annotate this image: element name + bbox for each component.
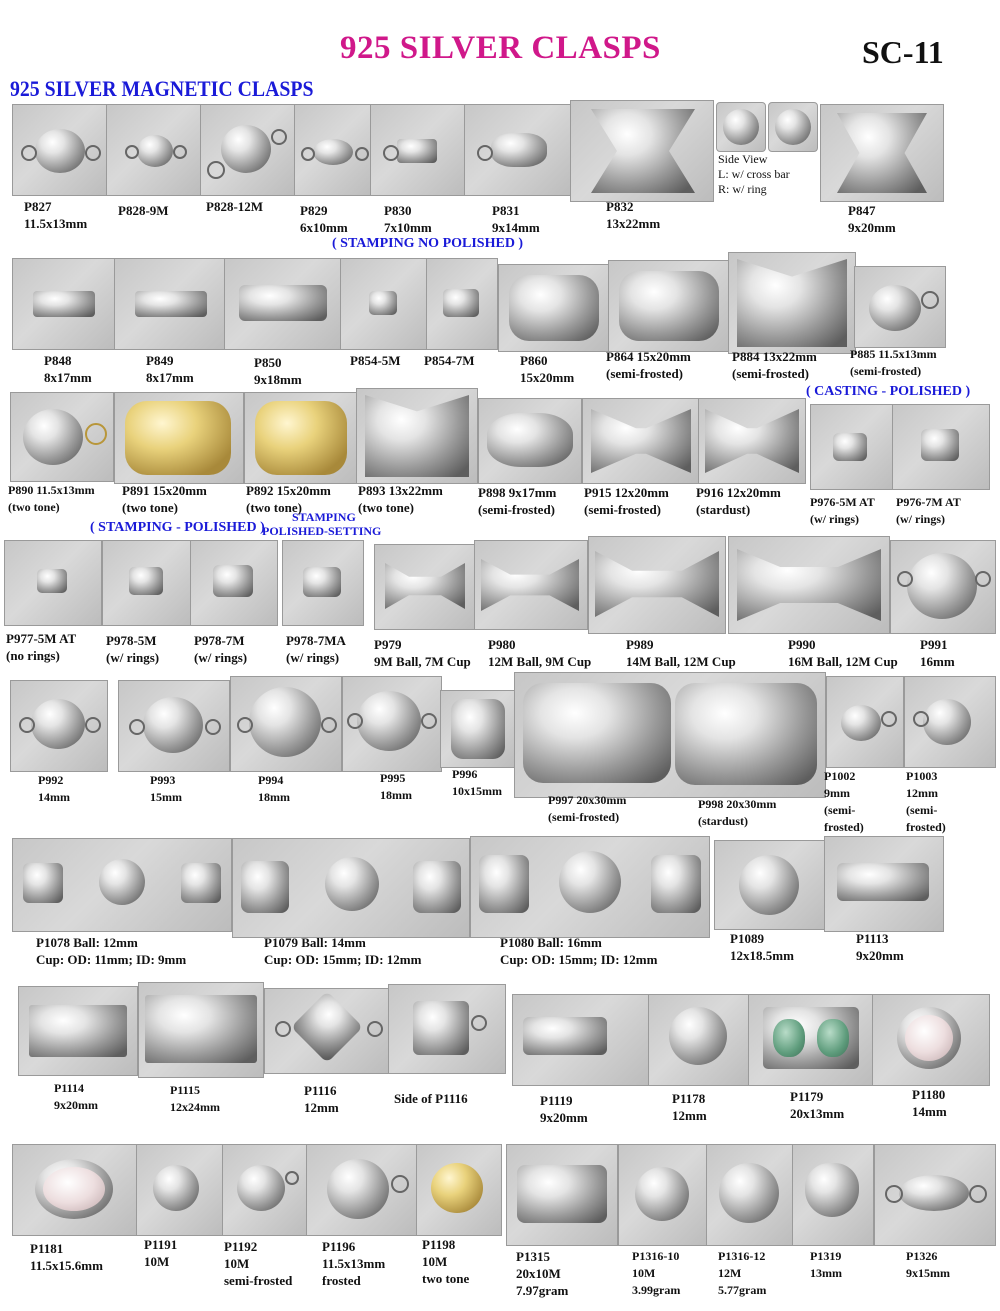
item-label-p860: P860 15x20mm bbox=[520, 353, 575, 385]
product-photo-p1191[interactable] bbox=[136, 1144, 224, 1236]
item-label-p1179: P1179 20x13mm bbox=[790, 1089, 845, 1121]
product-photo-side-of-p1116[interactable] bbox=[388, 984, 506, 1074]
item-label-p898: P898 9x17mm (semi-frosted) bbox=[478, 485, 557, 517]
item-label-p1326: P1326 9x15mm bbox=[906, 1249, 950, 1280]
item-label-p978-7ma: P978-7MA (w/ rings) bbox=[286, 633, 346, 665]
product-photo-p864[interactable] bbox=[608, 260, 730, 352]
item-label-p998: P998 20x30mm (stardust) bbox=[698, 797, 777, 828]
item-label-p916: P916 12x20mm (stardust) bbox=[696, 485, 781, 517]
product-photo-p1080[interactable] bbox=[470, 836, 710, 938]
item-label-p989: P989 14M Ball, 12M Cup bbox=[626, 637, 736, 669]
product-photo-p1119[interactable] bbox=[512, 994, 650, 1086]
product-photo-p860[interactable] bbox=[498, 264, 610, 352]
product-photo-p1079[interactable] bbox=[232, 838, 470, 938]
item-label-p1196: P1196 11.5x13mm frosted bbox=[322, 1239, 386, 1288]
product-photo-p885[interactable] bbox=[854, 266, 946, 348]
item-label-p893: P893 13x22mm (two tone) bbox=[358, 483, 443, 515]
item-label-p828-12m: P828-12M bbox=[206, 199, 264, 214]
product-photo-p993[interactable] bbox=[118, 680, 230, 772]
item-label-p829: P829 6x10mm bbox=[300, 203, 348, 235]
item-label-p848: P848 8x17mm bbox=[44, 353, 92, 385]
item-label-p1089: P1089 12x18.5mm bbox=[730, 931, 794, 963]
item-label-p976-7m: P976-7M AT (w/ rings) bbox=[896, 495, 961, 526]
item-label-p1119: P1119 9x20mm bbox=[540, 1093, 588, 1125]
item-label-p1316-12: P1316-12 12M 5.77gram bbox=[718, 1249, 767, 1297]
product-photo-p1179[interactable] bbox=[748, 994, 874, 1086]
note-stamping-no-polished: ( STAMPING NO POLISHED ) bbox=[332, 236, 524, 251]
product-photo-p1078[interactable] bbox=[12, 838, 232, 932]
item-label-p978-7m: P978-7M (w/ rings) bbox=[194, 633, 248, 665]
product-photo-p977-5m[interactable] bbox=[4, 540, 102, 626]
product-photo-p997-p998[interactable] bbox=[514, 672, 826, 798]
product-photo-p849[interactable] bbox=[114, 258, 226, 350]
product-photo-p1115[interactable] bbox=[138, 982, 264, 1078]
item-label-p990: P990 16M Ball, 12M Cup bbox=[788, 637, 898, 669]
item-label-p847: P847 9x20mm bbox=[848, 203, 896, 235]
item-label-p864: P864 15x20mm (semi-frosted) bbox=[606, 349, 691, 381]
product-photo-p980[interactable] bbox=[474, 540, 588, 630]
item-label-p1003: P1003 12mm (semi- frosted) bbox=[906, 769, 946, 834]
product-photo-p916[interactable] bbox=[698, 398, 806, 484]
product-photo-p898[interactable] bbox=[478, 398, 582, 484]
product-photo-p830[interactable] bbox=[370, 104, 466, 196]
product-photo-p1089[interactable] bbox=[714, 840, 826, 930]
product-photo-p829[interactable] bbox=[294, 104, 372, 196]
catalog-code: SC-11 bbox=[862, 34, 944, 70]
product-photo-p1003[interactable] bbox=[904, 676, 996, 768]
item-label-p996: P996 10x15mm bbox=[452, 767, 502, 798]
item-label-p1181: P1181 11.5x15.6mm bbox=[30, 1241, 103, 1273]
item-label-p976-5m: P976-5M AT (w/ rings) bbox=[810, 495, 875, 526]
note-stamping: STAMPING bbox=[292, 510, 356, 524]
product-photo-p1192[interactable] bbox=[222, 1144, 308, 1236]
product-photo-p978-7m[interactable] bbox=[190, 540, 278, 626]
item-label-p1316-10: P1316-10 10M 3.99gram bbox=[632, 1249, 681, 1297]
item-label-p977-5m: P977-5M AT (no rings) bbox=[6, 631, 77, 663]
side-view-ring[interactable] bbox=[768, 102, 818, 152]
product-photo-p991[interactable] bbox=[890, 540, 996, 634]
item-label-p1113: P1113 9x20mm bbox=[856, 931, 904, 963]
product-photo-p915[interactable] bbox=[582, 398, 700, 484]
item-label-p978-5m: P978-5M (w/ rings) bbox=[106, 633, 160, 665]
product-photo-p828-12m[interactable] bbox=[200, 104, 296, 196]
item-label-p1191: P1191 10M bbox=[144, 1237, 178, 1269]
product-photo-p1178[interactable] bbox=[648, 994, 750, 1086]
item-label-p884: P884 13x22mm (semi-frosted) bbox=[732, 349, 817, 381]
product-photo-p1196[interactable] bbox=[306, 1144, 418, 1236]
product-photo-p1316-12[interactable] bbox=[706, 1144, 794, 1246]
item-label-p993: P993 15mm bbox=[150, 773, 182, 804]
item-label-p980: P980 12M Ball, 9M Cup bbox=[488, 637, 592, 669]
product-photo-p1315[interactable] bbox=[506, 1144, 618, 1246]
item-label-p885: P885 11.5x13mm (semi-frosted) bbox=[850, 347, 937, 378]
item-label-p1198: P1198 10M two tone bbox=[422, 1237, 470, 1286]
item-label-p995: P995 18mm bbox=[380, 771, 412, 802]
product-photo-p884[interactable] bbox=[728, 252, 856, 354]
note-casting-polished: ( CASTING - POLISHED ) bbox=[806, 384, 971, 399]
item-label-side-view: Side View L: w/ cross bar R: w/ ring bbox=[718, 152, 790, 196]
product-photo-p828-9m[interactable] bbox=[106, 104, 202, 196]
product-photo-p995[interactable] bbox=[342, 676, 442, 772]
note-polished-setting: POLISHED-SETTING bbox=[262, 524, 382, 538]
product-photo-p1316-10[interactable] bbox=[618, 1144, 708, 1246]
product-photo-p1116[interactable] bbox=[264, 988, 390, 1074]
product-photo-p1181[interactable] bbox=[12, 1144, 138, 1236]
product-photo-p979[interactable] bbox=[374, 544, 476, 630]
item-label-p831: P831 9x14mm bbox=[492, 203, 540, 235]
product-photo-p1002[interactable] bbox=[826, 676, 904, 768]
product-photo-p832[interactable] bbox=[570, 100, 714, 202]
side-view-cross-bar[interactable] bbox=[716, 102, 766, 152]
item-label-p1116: P1116 12mm bbox=[304, 1083, 339, 1115]
product-photo-p976-5m[interactable] bbox=[810, 404, 894, 490]
item-label-p854-7m: P854-7M bbox=[424, 353, 475, 368]
item-label-p827: P827 11.5x13mm bbox=[24, 199, 88, 231]
product-photo-p1319[interactable] bbox=[792, 1144, 874, 1246]
item-label-p1079: P1079 Ball: 14mm Cup: OD: 15mm; ID: 12mm bbox=[264, 935, 422, 967]
item-label-p1178: P1178 12mm bbox=[672, 1091, 707, 1123]
item-label-p991: P991 16mm bbox=[920, 637, 955, 669]
item-label-p1180: P1180 14mm bbox=[912, 1087, 947, 1119]
item-label-p979: P979 9M Ball, 7M Cup bbox=[374, 637, 471, 669]
item-label-p1192: P1192 10M semi-frosted bbox=[224, 1239, 293, 1288]
product-photo-p978-5m[interactable] bbox=[102, 540, 192, 626]
item-label-p1002: P1002 9mm (semi- frosted) bbox=[824, 769, 864, 834]
product-photo-p890[interactable] bbox=[10, 392, 114, 482]
item-label-p828-9m: P828-9M bbox=[118, 203, 169, 218]
product-photo-p827[interactable] bbox=[12, 104, 108, 196]
item-label-side-of-p1116: Side of P1116 bbox=[394, 1091, 468, 1106]
product-photo-p850[interactable] bbox=[224, 258, 342, 350]
item-label-p1114: P1114 9x20mm bbox=[54, 1081, 98, 1112]
product-photo-p976-7m[interactable] bbox=[892, 404, 990, 490]
item-label-p854-5m: P854-5M bbox=[350, 353, 401, 368]
product-photo-p891[interactable] bbox=[114, 392, 244, 484]
item-label-p849: P849 8x17mm bbox=[146, 353, 194, 385]
product-photo-p1326[interactable] bbox=[874, 1144, 996, 1246]
product-photo-p989[interactable] bbox=[588, 536, 726, 634]
product-photo-p892[interactable] bbox=[244, 392, 358, 484]
note-stamping-polished: ( STAMPING - POLISHED ) bbox=[90, 520, 265, 535]
item-label-p997: P997 20x30mm (semi-frosted) bbox=[548, 793, 627, 824]
page-title: 925 SILVER CLASPS bbox=[340, 30, 661, 66]
item-label-p832: P832 13x22mm bbox=[606, 199, 661, 231]
product-photo-p854-5m[interactable] bbox=[340, 258, 428, 350]
section-title: 925 SILVER MAGNETIC CLASPS bbox=[10, 76, 314, 101]
item-label-p1319: P1319 13mm bbox=[810, 1249, 842, 1280]
item-label-p892: P892 15x20mm (two tone) bbox=[246, 483, 331, 515]
product-photo-p1180[interactable] bbox=[872, 994, 990, 1086]
item-label-p890: P890 11.5x13mm (two tone) bbox=[8, 483, 95, 514]
product-photo-p992[interactable] bbox=[10, 680, 108, 772]
item-label-p994: P994 18mm bbox=[258, 773, 290, 804]
product-photo-p1114[interactable] bbox=[18, 986, 138, 1076]
item-label-p891: P891 15x20mm (two tone) bbox=[122, 483, 207, 515]
product-photo-p990[interactable] bbox=[728, 536, 890, 634]
item-label-p850: P850 9x18mm bbox=[254, 355, 302, 387]
product-photo-p978-7ma[interactable] bbox=[282, 540, 364, 626]
item-label-p992: P992 14mm bbox=[38, 773, 70, 804]
item-label-p1078: P1078 Ball: 12mm Cup: OD: 11mm; ID: 9mm bbox=[36, 935, 187, 967]
item-label-p915: P915 12x20mm (semi-frosted) bbox=[584, 485, 669, 517]
product-photo-p831[interactable] bbox=[464, 104, 572, 196]
item-label-p1115: P1115 12x24mm bbox=[170, 1083, 220, 1114]
item-label-p1315: P1315 20x10M 7.97gram bbox=[516, 1249, 569, 1298]
product-photo-p854-7m[interactable] bbox=[426, 258, 498, 350]
product-photo-p893[interactable] bbox=[356, 388, 478, 484]
product-photo-p1198[interactable] bbox=[416, 1144, 502, 1236]
item-label-p1080: P1080 Ball: 16mm Cup: OD: 15mm; ID: 12mm bbox=[500, 935, 658, 967]
product-photo-p994[interactable] bbox=[230, 676, 342, 772]
product-photo-p848[interactable] bbox=[12, 258, 116, 350]
product-photo-p1113[interactable] bbox=[824, 836, 944, 932]
product-photo-p996[interactable] bbox=[440, 690, 516, 768]
item-label-p830: P830 7x10mm bbox=[384, 203, 432, 235]
product-photo-p847[interactable] bbox=[820, 104, 944, 202]
